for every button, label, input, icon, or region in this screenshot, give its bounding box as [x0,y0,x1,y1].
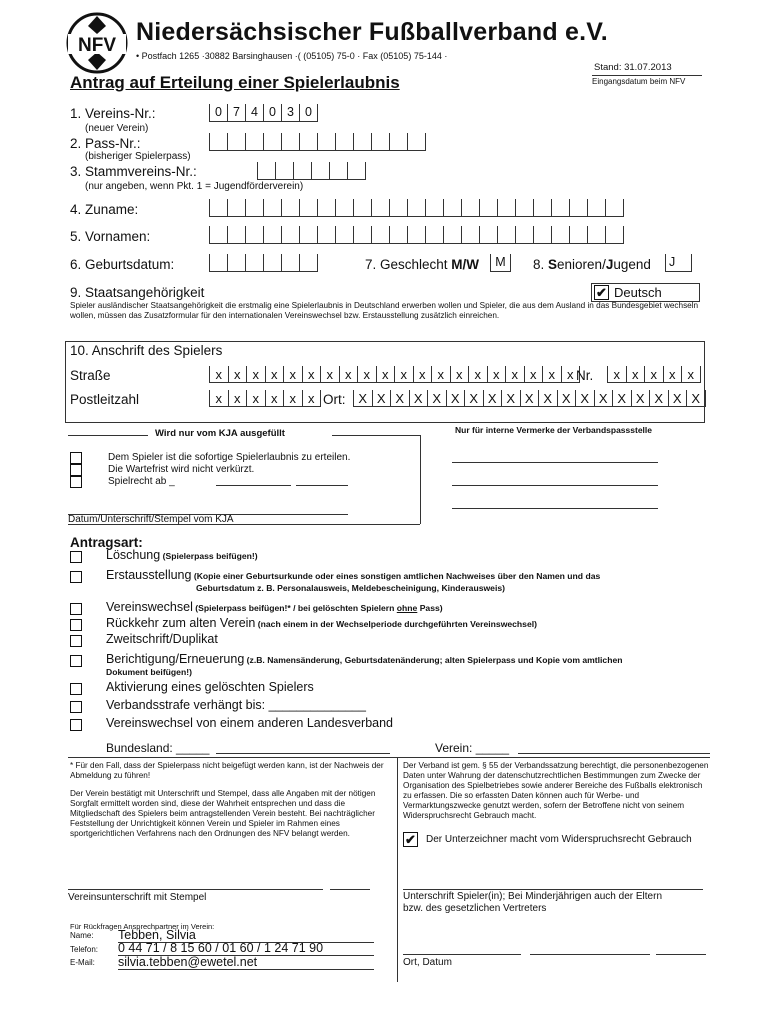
pass-nr-field[interactable] [209,133,426,151]
char-box: x [246,366,265,382]
svg-text:NFV: NFV [78,35,116,56]
char-box: x [505,366,524,382]
char-box: X [520,390,539,406]
geschlecht-label: 7. Geschlecht M/W [365,257,480,272]
digit-box [227,254,245,271]
digit-box [353,199,371,216]
digit-box: 4 [245,104,263,121]
zuname-label: 4. Zuname: [70,202,139,217]
antragsart-checkbox[interactable] [70,683,82,695]
digit-box [299,199,317,216]
digit-box [263,226,281,243]
antragsart-checkbox[interactable] [70,701,82,713]
antragsart-label: Verbandsstrafe verhängt bis: ______________ [106,698,366,712]
digit-box [425,226,443,243]
digit-box [209,199,227,216]
char-box: x [209,390,228,406]
intern-line[interactable] [452,462,658,463]
ort-datum-line[interactable] [403,954,521,955]
char-box: x [376,366,395,382]
spieler-signature-line[interactable] [403,889,703,890]
char-box: x [357,366,376,382]
char-box: X [631,390,650,406]
digit-box [317,133,335,150]
digit-box [299,133,317,150]
digit-box [263,133,281,150]
spieler-signature-label: Unterschrift Spieler(in); Bei Minderjährigen auch der Eltern bzw. des gesetzlichen Vertreters [403,891,663,914]
digit-box [245,226,263,243]
digit-box [461,226,479,243]
digit-box [227,226,245,243]
char-box: X [668,390,687,406]
eingangsdatum-label: Eingangsdatum beim NFV [592,75,702,86]
digit-box [227,133,245,150]
staatsangehoerigkeit-field[interactable]: ✔ Deutsch [591,283,700,302]
char-box: x [283,390,302,406]
list-item: Spielrecht ab _ [70,476,350,488]
divider [397,757,398,982]
contact-telefon[interactable]: 0 44 71 / 8 15 60 / 01 60 / 1 24 71 90 [118,941,374,956]
geburtsdatum-field[interactable] [209,254,318,272]
hausnr-label: Nr. [576,368,594,383]
digit-box [335,226,353,243]
digit-box: 7 [227,104,245,121]
digit-box [245,133,263,150]
char-box: x [265,390,284,406]
char-box: x [644,366,663,382]
char-box: X [483,390,502,406]
digit-box [299,254,318,271]
digit-box [263,254,281,271]
digit-box: 0 [263,104,281,121]
digit-box: 0 [209,104,227,121]
kja-heading: Wird nur vom KJA ausgefüllt [155,428,285,439]
char-box: X [575,390,594,406]
digit-box: 3 [281,104,299,121]
char-box: X [538,390,557,406]
digit-box [329,162,347,179]
anschrift-title: 10. Anschrift des Spielers [70,343,223,358]
strasse-label: Straße [70,368,111,383]
digit-box [551,199,569,216]
char-box: X [464,390,483,406]
digit-box [293,162,311,179]
ort-label: Ort: [323,392,346,407]
digit-box [533,199,551,216]
char-box: x [283,366,302,382]
char-box: X [686,390,706,406]
char-box: x [607,366,626,382]
divider [332,435,420,436]
kja-checkbox-3[interactable] [70,476,82,488]
digit-box [533,226,551,243]
char-box: x [626,366,645,382]
antragsart-label: Vereinswechsel von einem anderen Landesverband [106,716,393,730]
char-box: X [649,390,668,406]
char-box: x [209,366,228,382]
list-item: Dem Spieler ist die sofortige Spielerlaubnis zu erteilen. [70,452,350,464]
digit-box [569,199,587,216]
digit-box [587,226,605,243]
vereins-nr-label: 1. Vereins-Nr.: [70,106,156,121]
antragsart-label: Berichtigung/Erneuerung (z.B. Namensänderung, Geburtsdatenänderung; alten Spielerpass und Kopie vom amtlichen Dokument beifügen!) [106,652,623,677]
digit-box [371,199,389,216]
digit-box [335,199,353,216]
digit-box [281,133,299,150]
char-box: x [302,366,321,382]
char-box: x [228,390,247,406]
antragsart-label: Erstausstellung (Kopie einer Geburtsurkunde oder eines sonstigen amtlichen Nachweises über den Namen und das Geburtsdatum z. B. Personalausweis, Meldebescheinigung, Kinderausweis) [106,568,601,593]
digit-box [209,254,227,271]
digit-box [371,226,389,243]
digit-box [425,199,443,216]
org-address: • Postfach 1265 ·30882 Barsinghausen ·( (05105) 75-0 · Fax (05105) 75-144 · [136,51,448,61]
digit-box [461,199,479,216]
pass-nr-label: 2. Pass-Nr.: [70,136,141,151]
char-box: X [557,390,576,406]
senioren-jugend-field[interactable]: J [665,254,692,272]
antragsart-checkbox[interactable] [70,603,82,615]
intern-line[interactable] [452,508,658,509]
digit-box [209,226,227,243]
kja-checklist [70,452,350,488]
note-abmeldung: * Für den Fall, dass der Spielerpass nicht beigefügt werden kann, ist der Nachweis der Abmeldung zu führen! [70,761,384,780]
note-datenschutz: Der Verband ist gem. § 55 der Verbandssatzung berechtigt, die personenbezogenen Daten unter Wahrung der datenschutzrechtlichen Bestimmungen zum Zwecke der Organisation des Spielbetriebes sowie anderer Bereiche des Fußballs elektronisch zu erfassen. Die so erfassten Daten können auch für Werbe- und Vermarktungszwecke genutzt werden, sofern der Betroffene nicht von seinem Widerspruchsrecht Gebrauch macht. [403,761,709,820]
digit-box [497,199,515,216]
char-box: x [431,366,450,382]
stammverein-label: 3. Stammvereins-Nr.: [70,164,197,179]
digit-box [281,254,299,271]
contact-email[interactable]: silvia.tebben@ewetel.net [118,955,374,970]
char-box: X [372,390,391,406]
contact-name[interactable]: Tebben, Silvia [118,928,374,943]
char-box: X [446,390,465,406]
antragsart-checkbox[interactable] [70,571,82,583]
digit-box [605,226,624,243]
digit-box [389,199,407,216]
spielrecht-date-line[interactable] [296,485,348,486]
char-box: X [427,390,446,406]
digit-box [257,162,275,179]
char-box: X [612,390,631,406]
digit-box [407,133,426,150]
kja-checkbox-2[interactable] [70,464,82,476]
digit-box [371,133,389,150]
ort-datum-line[interactable] [530,954,650,955]
digit-box [299,226,317,243]
antragsart-label: Rückkehr zum alten Verein (nach einem in der Wechselperiode durchgeführten Vereinswechsel) [106,616,537,630]
page-title: Antrag auf Erteilung einer Spielerlaubnis [70,73,400,92]
intern-heading: Nur für interne Vermerke der Verbandspassstelle [455,425,653,435]
digit-box [317,226,335,243]
divider [420,435,421,524]
char-box: x [542,366,561,382]
contact-heading: Für Rückfragen Ansprechpartner im Verein: [70,922,215,931]
digit-box [389,226,407,243]
list-item: Die Wartefrist wird nicht verkürzt. [70,464,350,476]
hausnr-field[interactable] [607,366,701,383]
bundesland-label: Bundesland: _____ [106,741,210,755]
antragsart-label: Vereinswechsel (Spielerpass beifügen!* / bei gelöschten Spielern ohne Pass) [106,600,443,614]
digit-box: 0 [299,104,318,121]
org-name: Niedersächsischer Fußballverband e.V. [136,18,608,46]
geschlecht-field[interactable]: M [490,254,511,272]
char-box: x [246,390,265,406]
vornamen-label: 5. Vornamen: [70,229,151,244]
char-box: x [228,366,247,382]
char-box: x [413,366,432,382]
digit-box [569,226,587,243]
char-box: x [302,390,322,406]
digit-box [209,133,227,150]
intern-line[interactable] [452,485,658,486]
zuname-field[interactable] [209,199,624,217]
digit-box [497,226,515,243]
plz-field[interactable] [209,390,321,407]
antragsart-heading: Antragsart: [70,535,143,550]
digit-box [227,199,245,216]
strasse-field[interactable] [209,366,580,383]
widerspruch-option[interactable]: ✔ Der Unterzeichner macht vom Widerspruchsrecht Gebrauch [403,832,692,847]
ort-datum-label: Ort, Datum [403,957,452,968]
antragsart-checkbox[interactable] [70,719,82,731]
digit-box [275,162,293,179]
char-box: x [468,366,487,382]
digit-box [515,226,533,243]
char-box: x [265,366,284,382]
vereins-nr-sub: (neuer Verein) [85,123,149,134]
pass-nr-sub: (bisheriger Spielerpass) [85,151,191,162]
digit-box [311,162,329,179]
divider [68,435,148,436]
char-box: x [524,366,543,382]
contact-mail-label: E-Mail: [70,958,95,967]
digit-box [389,133,407,150]
antragsart-label: Aktivierung eines gelöschten Spielers [106,680,314,694]
verein-signature-line[interactable] [68,889,323,890]
digit-box [353,226,371,243]
digit-box [347,162,366,179]
char-box: x [320,366,339,382]
digit-box [443,199,461,216]
contact-name-label: Name: [70,931,94,940]
antragsart-checkbox[interactable] [70,635,82,647]
vereins-nr-field[interactable] [209,104,318,122]
stand-date: Stand: 31.07.2013 [594,62,672,73]
antragsart-label: Zweitschrift/Duplikat [106,632,218,646]
digit-box [605,199,624,216]
verein-label: Verein: _____ [435,741,510,755]
digit-box [245,199,263,216]
digit-box [443,226,461,243]
digit-box [263,199,281,216]
char-box: X [501,390,520,406]
verein-signature-label: Vereinsunterschrift mit Stempel [68,892,207,903]
digit-box [353,133,371,150]
antragsart-checkbox[interactable] [70,655,82,667]
kja-footer: Datum/Unterschrift/Stempel vom KJA [68,514,234,525]
char-box: x [663,366,682,382]
char-box: X [409,390,428,406]
antragsart-checkbox[interactable] [70,619,82,631]
char-box: X [594,390,613,406]
stammverein-field[interactable] [257,162,366,180]
digit-box [317,199,335,216]
digit-box [479,199,497,216]
contact-tel-label: Telefon: [70,945,99,954]
divider [68,757,710,758]
char-box: x [681,366,701,382]
digit-box [407,226,425,243]
antragsart-checkbox[interactable] [70,551,82,563]
antragsart-label: Löschung (Spielerpass beifügen!) [106,548,258,562]
digit-box [281,226,299,243]
char-box: X [353,390,372,406]
note-bestaetigung: Der Verein bestätigt mit Unterschrift und Stempel, dass alle Angaben mit der nötigen Sorgfalt ermittelt worden sind, diese der Wahrheit entsprechen und dass die Mitgliedschaft des Spielers beim antragstellenden Verein besteht. Bei nachträglicher Feststellung der Unrichtigkeit können Verein und Spieler im Rahmen eines sportgerichtlichen Verfahrens nach den Ordnungen des NFV belangt werden. [70,789,376,838]
digit-box [335,133,353,150]
digit-box [407,199,425,216]
plz-label: Postleitzahl [70,392,140,407]
char-box: x [450,366,469,382]
char-box: x [561,366,581,382]
spielrecht-date-line[interactable] [216,485,291,486]
digit-box [281,199,299,216]
digit-box [479,226,497,243]
geburtsdatum-label: 6. Geburtsdatum: [70,257,175,272]
char-box: x [394,366,413,382]
char-box: X [390,390,409,406]
verein-line[interactable] [518,753,710,754]
bundesland-line[interactable] [216,753,390,754]
digit-box [587,199,605,216]
char-box: x [339,366,358,382]
kja-checkbox-1[interactable] [70,452,82,464]
ort-field[interactable] [353,390,706,407]
check-icon: ✔ [594,285,609,300]
ort-datum-line[interactable] [656,954,706,955]
stammverein-sub: (nur angeben, wenn Pkt. 1 = Jugendförderverein) [85,181,304,192]
senioren-jugend-label: 8. Senioren/Jugend [533,257,651,272]
nfv-logo [66,12,128,74]
digit-box [551,226,569,243]
digit-box [245,254,263,271]
check-icon: ✔ [403,832,418,847]
digit-box [515,199,533,216]
staatsangehoerigkeit-note: Spieler ausländischer Staatsangehörigkeit die erstmalig eine Spielerlaubnis in Deutschland erwerben wollen und Spieler, die aus dem Ausland in das Bundesgebiet wechseln wollen, müssen das Zusatzformular für den internationalen Vereinswechsel bzw. Erstausstellung zusätzlich einreichen. [70,301,699,320]
char-box: x [487,366,506,382]
vornamen-field[interactable] [209,226,624,244]
verein-signature-line[interactable] [330,889,370,890]
staatsangehoerigkeit-label: 9. Staatsangehörigkeit [70,285,205,300]
